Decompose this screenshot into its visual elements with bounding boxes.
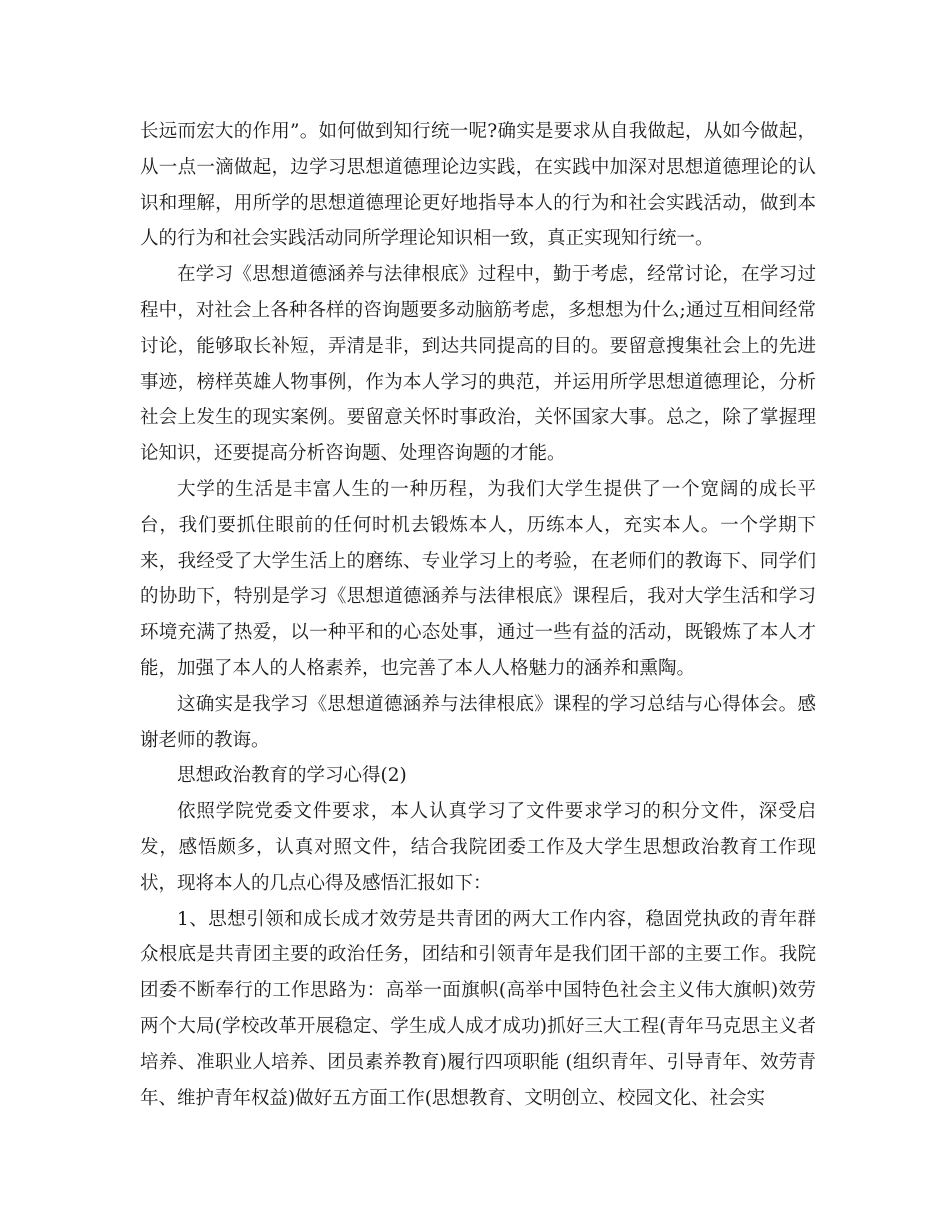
paragraph-4: 这确实是我学习《思想道德涵养与法律根底》课程的学习总结与心得体会。感谢老师的教诲。 <box>140 693 816 751</box>
paragraph-3: 大学的生活是丰富人生的一种历程，为我们大学生提供了一个宽阔的成长平台，我们要抓住眼前的任何时机去锻炼本人，历练本人，充实本人。一个学期下来，我经受了大学生活上的磨练、专业学习上的考验，在老师们的教诲下、同学们的协助下，特别是学习《思想道德涵养与法律根底》课程后，我对大学生活和学习环境充满了热爱，以一种平和的心态处事，通过一些有益的活动，既锻炼了本人才能，加强了本人的人格素养，也完善了本人人格魅力的涵养和熏陶。 <box>140 478 816 679</box>
paragraph-5: 依照学院党委文件要求，本人认真学习了文件要求学习的积分文件，深受启发，感悟颇多，认真对照文件，结合我院团委工作及大学生思想政治教育工作现状，现将本人的几点心得及感悟汇报如下： <box>140 801 816 894</box>
document-body <box>140 114 816 1116</box>
paragraph-6: 1、思想引领和成长成才效劳是共青团的两大工作内容，稳固党执政的青年群众根底是共青团主要的政治任务，团结和引领青年是我们团干部的主要工作。我院团委不断奉行的工作思路为：高举一面旗帜(高举中国特色社会主义伟大旗帜)效劳两个大局(学校改革开展稳定、学生成人成才成功)抓好三大工程(青年马克思主义者培养、准职业人培养、团员素养教育)履行四项职能 (组织青年、引导青年、效劳青年、维护青年权益)做好五方面工作(思想教育、文明创立、校园文化、社会实 <box>140 908 816 1109</box>
paragraph-1: 长远而宏大的作用”。如何做到知行统一呢?确实是要求从自我做起，从如今做起，从一点一滴做起，边学习思想道德理论边实践，在实践中加深对思想道德理论的认识和理解，用所学的思想道德理论更好地指导本人的行为和社会实践活动，做到本人的行为和社会实践活动同所学理论知识相一致，真正实现知行统一。 <box>140 121 816 250</box>
section-heading: 思想政治教育的学习心得(2) <box>177 765 407 787</box>
paragraph-2: 在学习《思想道德涵养与法律根底》过程中，勤于考虑，经常讨论，在学习过程中，对社会上各种各样的咨询题要多动脑筋考虑，多想想为什么;通过互相间经常讨论，能够取长补短，弄清是非，到达共同提高的目的。要留意搜集社会上的先进事迹，榜样英雄人物事例，作为本人学习的典范，并运用所学思想道德理论，分析社会上发生的现实案例。要留意关怀时事政治，关怀国家大事。总之，除了掌握理论知识，还要提高分析咨询题、处理咨询题的才能。 <box>140 264 816 465</box>
